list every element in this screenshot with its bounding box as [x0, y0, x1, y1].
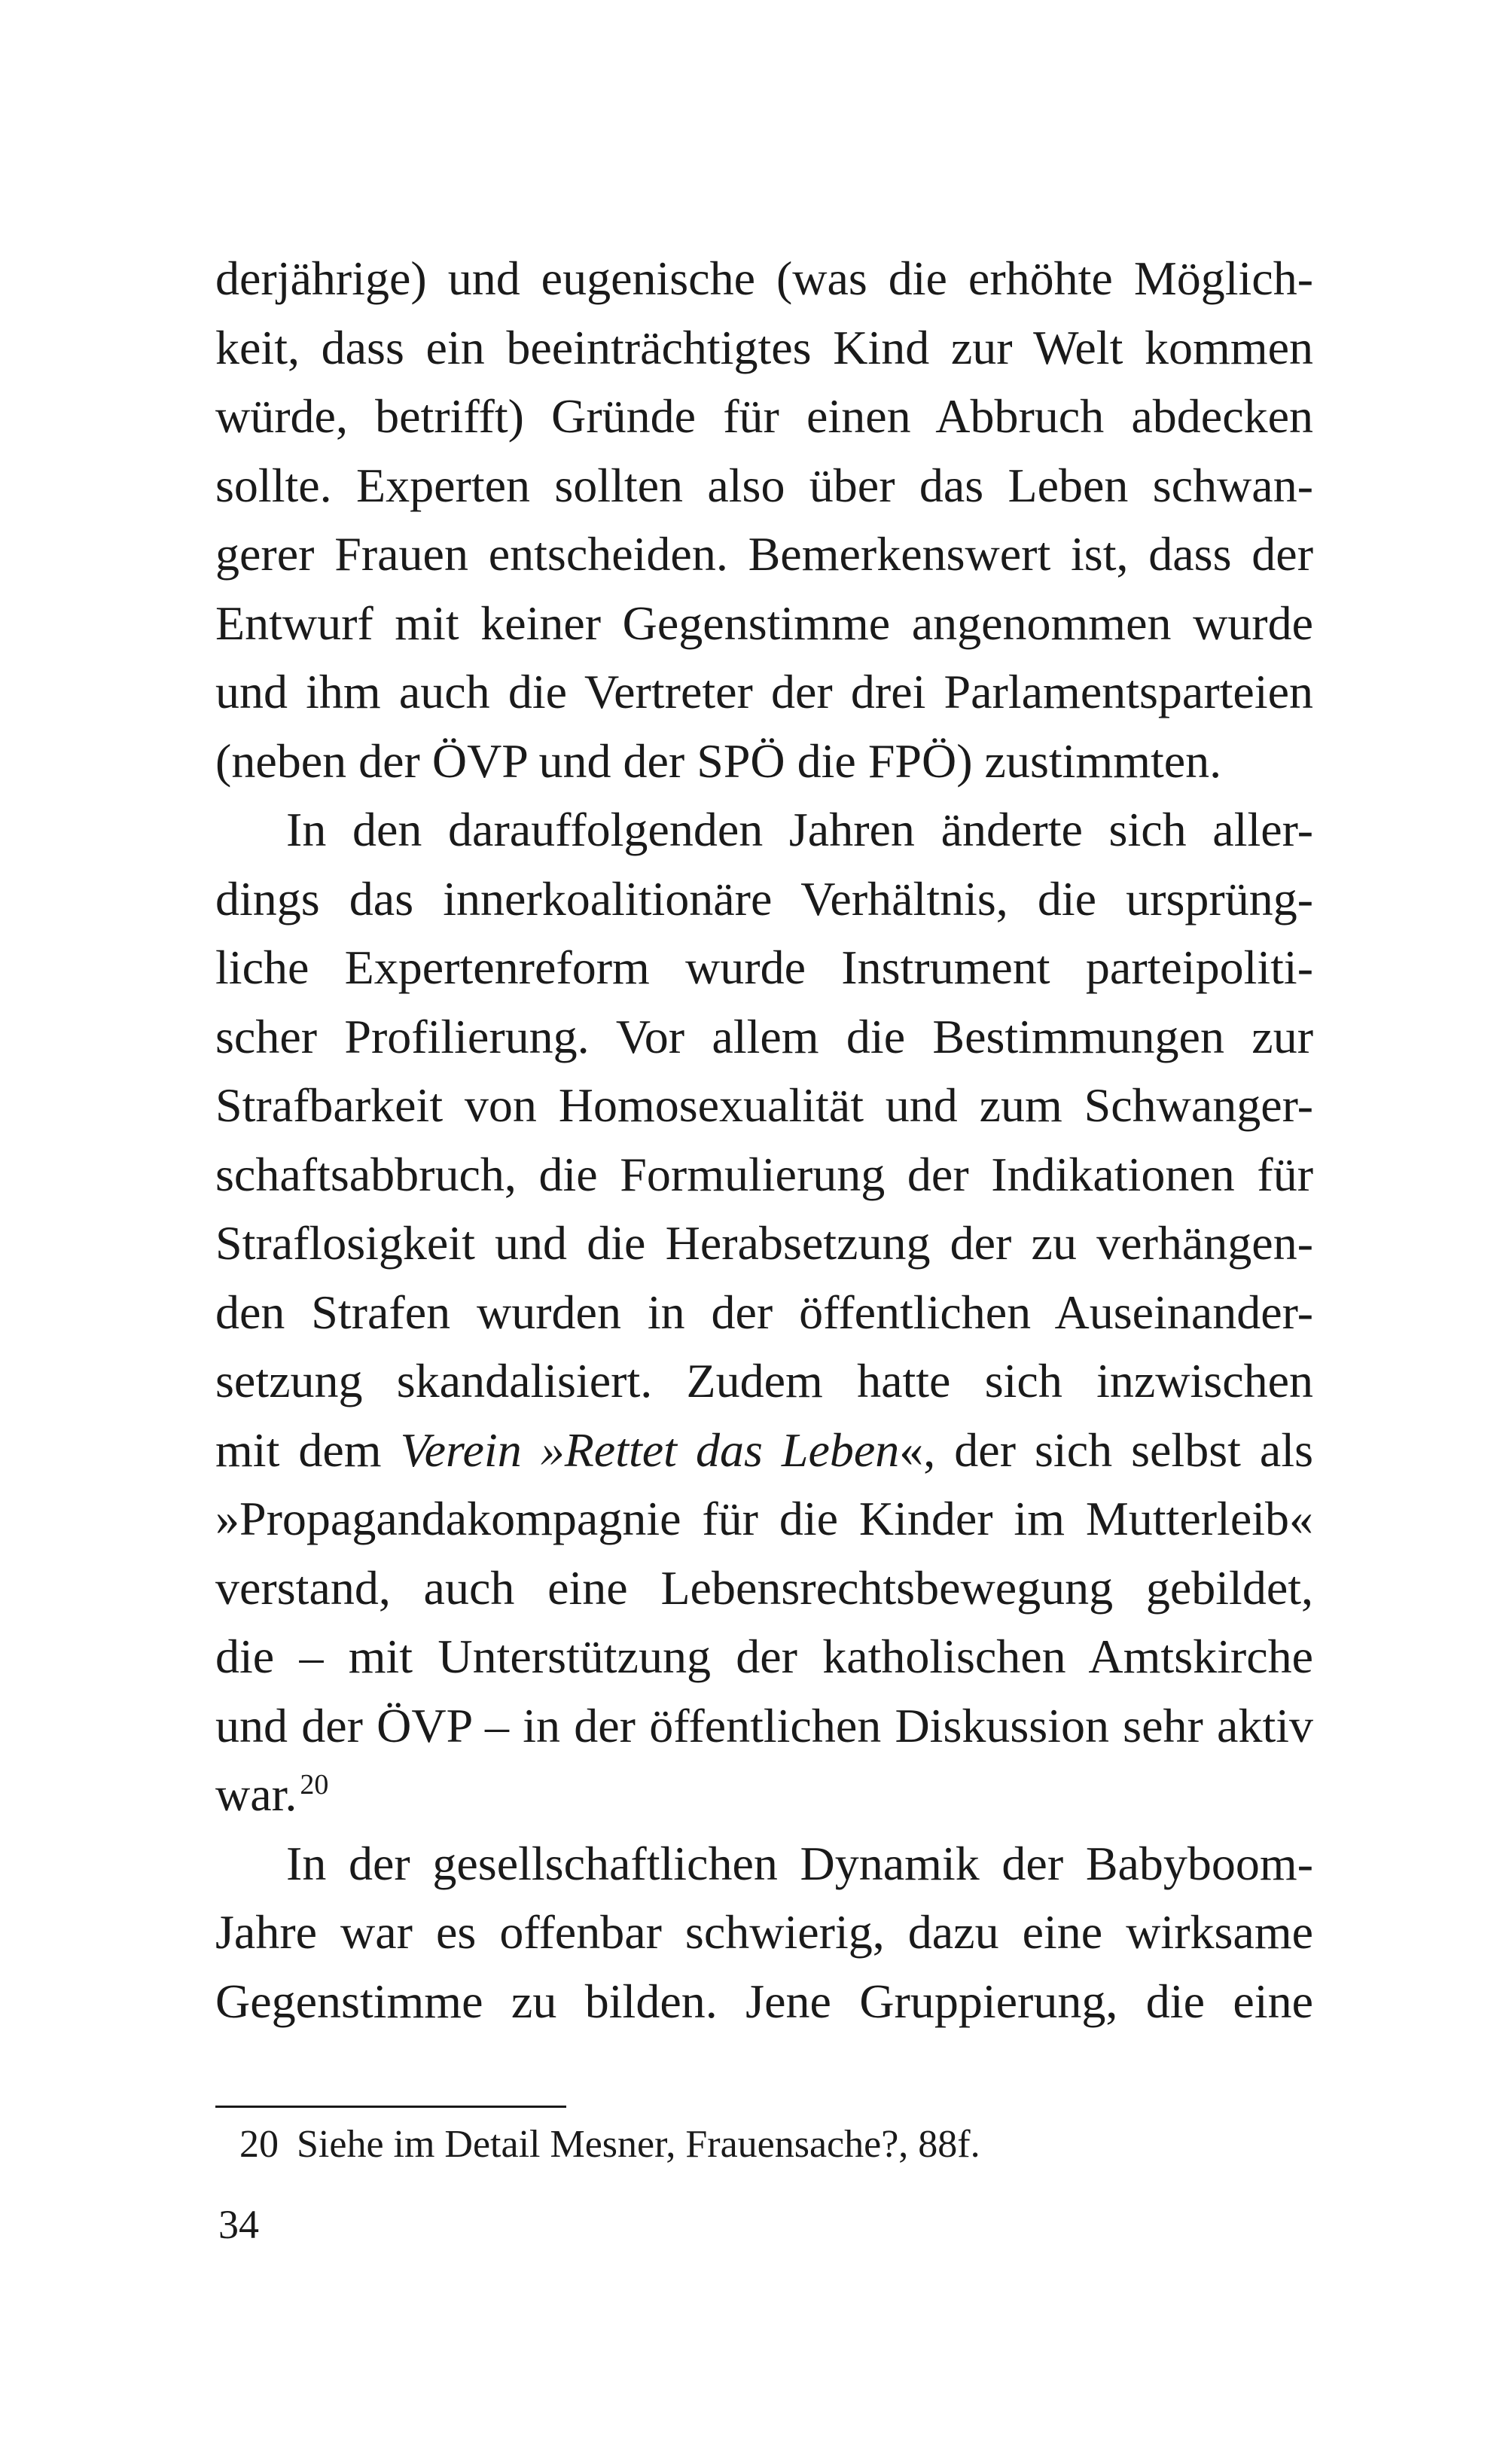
text-line: liche Expertenreform wurde Instrument parteipoliti-: [215, 941, 1313, 994]
paragraph-group-3: [215, 1829, 1313, 2036]
text-line: Jahre war es offenbar schwierig, dazu eine wirksame: [215, 1905, 1313, 1959]
text-line: verstand, auch eine Lebensrechtsbewegung gebildet,: [215, 1560, 1313, 1615]
text-line: »Propagandakompagnie für die Kinder im Mutterleib«: [215, 1492, 1313, 1545]
text-line: und ihm auch die Vertreter der drei Parlamentsparteien: [215, 665, 1313, 718]
text-line: In der gesellschaftlichen Dynamik der Babyboom-: [286, 1836, 1313, 1890]
footnote-divider: [215, 2106, 566, 2108]
text-line: derjährige) und eugenische (was die erhöhte Möglich-: [215, 252, 1313, 305]
italic-title: Verein »Rettet das Leben: [400, 1423, 900, 1477]
text-line: gerer Frauen entscheiden. Bemerkenswert ist, dass der: [215, 527, 1313, 581]
body-text: [215, 244, 1313, 2036]
page-number: 34: [218, 2202, 259, 2247]
text-segment: mit dem: [215, 1423, 401, 1477]
text-line: würde, betrifft) Gründe für einen Abbruch abdecken: [215, 389, 1313, 443]
paragraph-group-2: [215, 1484, 1313, 1760]
text-line: Gegenstimme zu bilden. Jene Gruppierung, die eine: [215, 1974, 1313, 2028]
text-line: und der ÖVP – in der öffentlichen Diskussion sehr aktiv: [215, 1698, 1313, 1752]
text-segment: «, der sich selbst als: [899, 1423, 1314, 1477]
footnote-text: Siehe im Detail Mesner, Frauensache?, 88f.: [297, 2123, 980, 2166]
text-line: schaftsabbruch, die Formulierung der Indikationen für: [215, 1147, 1313, 1201]
text-line: Entwurf mit keiner Gegenstimme angenommen wurde: [215, 596, 1313, 650]
text-line-footnote-ref: [215, 1760, 1313, 1829]
footnote-number: 20: [239, 2123, 279, 2166]
paragraph-group-1: [215, 244, 1313, 1416]
text-line: Straflosigkeit und die Herabsetzung der zu verhängen-: [215, 1216, 1313, 1270]
text-line-italic: [215, 1416, 1313, 1485]
text-line: setzung skandalisiert. Zudem hatte sich inzwischen: [215, 1354, 1313, 1407]
text-line: den Strafen wurden in der öffentlichen Auseinander-: [215, 1285, 1313, 1339]
footnote-reference[interactable]: 20: [300, 1769, 329, 1801]
text-line: keit, dass ein beeinträchtigtes Kind zur Welt kommen: [215, 320, 1313, 374]
footnote: [239, 2121, 980, 2169]
text-line: scher Profilierung. Vor allem die Bestimmungen zur: [215, 1009, 1313, 1063]
text-line: dings das innerkoalitionäre Verhältnis, die ursprüng-: [215, 871, 1313, 926]
text-segment: war.: [215, 1767, 297, 1821]
text-line: Strafbarkeit von Homosexualität und zum Schwanger-: [215, 1078, 1313, 1132]
text-line: die – mit Unterstützung der katholischen Amtskirche: [215, 1630, 1313, 1683]
text-line: (neben der ÖVP und der SPÖ die FPÖ) zustimmten.: [215, 733, 1222, 788]
text-line: In den darauffolgenden Jahren änderte sich aller-: [286, 803, 1313, 856]
text-line: sollte. Experten sollten also über das Leben schwan-: [215, 458, 1313, 512]
